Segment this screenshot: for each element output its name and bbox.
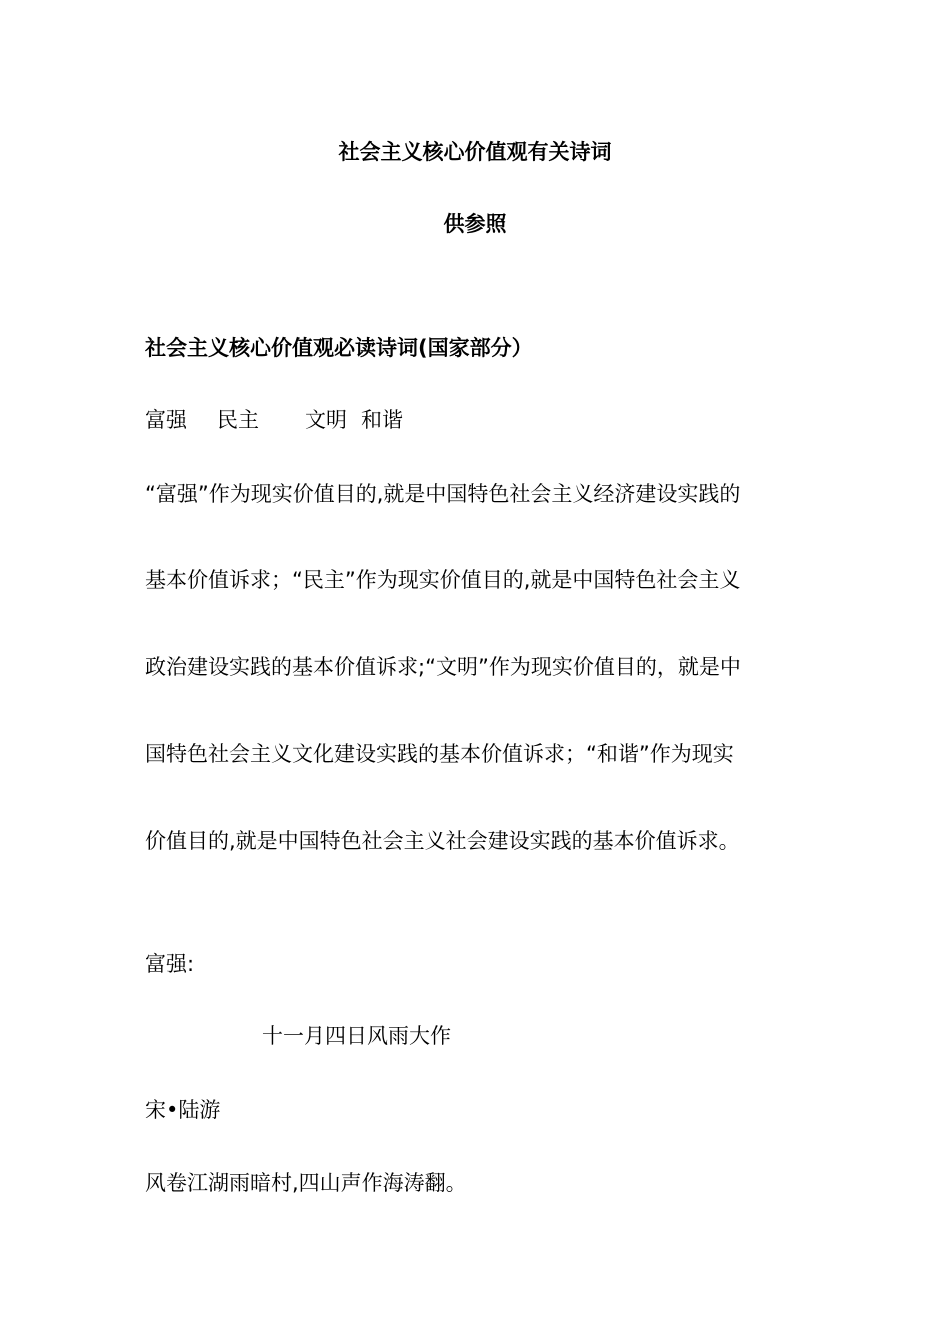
core-values-row (145, 406, 403, 434)
value-item: 和谐 (361, 408, 403, 432)
document-subtitle: 供参照 (443, 212, 507, 236)
value-item: 文明 (305, 408, 347, 432)
section-heading: 社会主义核心价值观必读诗词(国家部分） (145, 336, 533, 360)
paragraph-line: “富强”作为现实价值目的,就是中国特色社会主义经济建设实践的 (145, 482, 741, 506)
value-item: 民主 (217, 408, 259, 432)
poem-author: 宋•陆游 (145, 1098, 221, 1122)
value-item: 富强 (145, 408, 187, 432)
paragraph-line: 基本价值诉求；“民主”作为现实价值目的,就是中国特色社会主义 (145, 568, 741, 592)
document-title: 社会主义核心价值观有关诗词 (338, 140, 612, 164)
paragraph-line: 政治建设实践的基本价值诉求;“文明”作为现实价值目的，就是中 (145, 655, 741, 679)
poem-title: 十一月四日风雨大作 (262, 1024, 451, 1048)
poem-verse-line: 风卷江湖雨暗村,四山声作海涛翻。 (145, 1171, 467, 1195)
paragraph-line: 国特色社会主义文化建设实践的基本价值诉求；“和谐”作为现实 (145, 742, 734, 766)
category-label: 富强: (145, 952, 195, 976)
paragraph-line: 价值目的,就是中国特色社会主义社会建设实践的基本价值诉求。 (145, 829, 740, 853)
